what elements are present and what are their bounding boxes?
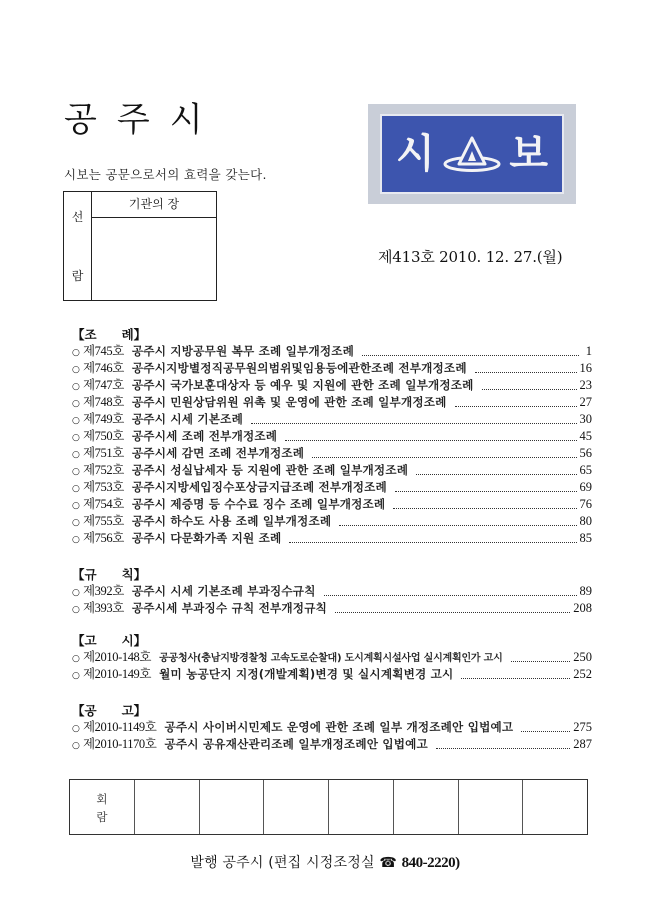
toc-item-number: 제393호 — [83, 601, 124, 615]
toc-item-title: 공주시 시세 기본조례 부과징수규칙 — [131, 584, 316, 598]
toc-item-page: 1 — [585, 344, 592, 358]
toc-item-title: 공주시세 부과징수 규칙 전부개정규칙 — [131, 601, 328, 615]
toc-item-title: 월미 농공단지 지정(개발계획)변경 및 실시계획변경 고시 — [159, 667, 454, 681]
leader-dots — [482, 380, 577, 390]
circulation-label-top: 회 — [96, 792, 108, 806]
toc-item[interactable] — [72, 666, 592, 683]
city-title: 공주시 — [64, 100, 223, 140]
toc-item[interactable] — [72, 445, 592, 462]
leader-dots — [339, 516, 576, 526]
toc-item-title: 공주시 국가보훈대상자 등 예우 및 지원에 관한 조례 일부개정조례 — [131, 378, 474, 392]
review-head-label: 기관의 장 — [92, 192, 216, 218]
toc-item[interactable] — [72, 462, 592, 479]
logo-char-right: 보 — [509, 131, 548, 177]
toc-item-number: 제2010-1149호 — [83, 720, 157, 734]
review-side-bottom: 람 — [71, 269, 84, 283]
toc-item-page: 252 — [573, 667, 592, 681]
bullet-icon: ○ — [72, 416, 80, 426]
toc-item-title: 공주시 하수도 사용 조례 일부개정조례 — [131, 514, 332, 528]
bullet-icon: ○ — [72, 671, 80, 681]
leader-dots — [416, 465, 576, 475]
toc-item-title: 공주시 지방공무원 복무 조례 일부개정조례 — [131, 344, 355, 358]
toc-item[interactable] — [72, 649, 592, 666]
phone-number: 840-2220) — [401, 855, 460, 871]
toc-item-page: 23 — [579, 378, 592, 392]
bullet-icon: ○ — [72, 365, 80, 375]
toc-item-number: 제749호 — [83, 412, 124, 426]
toc-item-number: 제745호 — [83, 344, 124, 358]
toc-item-number: 제2010-1170호 — [83, 737, 157, 751]
leader-dots — [285, 431, 576, 441]
toc-item-page: 65 — [579, 463, 592, 477]
leader-dots — [393, 499, 576, 509]
toc-item-page: 16 — [579, 361, 592, 375]
toc-item-page: 27 — [579, 395, 592, 409]
leader-dots — [289, 533, 576, 543]
toc-item-page: 85 — [579, 531, 592, 545]
toc-item-number: 제2010-149호 — [83, 667, 152, 681]
leader-dots — [436, 739, 570, 749]
toc-item-title: 공주시 시세 기본조례 — [131, 412, 243, 426]
toc-item[interactable] — [72, 377, 592, 394]
leader-dots — [312, 448, 576, 458]
toc-section-notices — [72, 632, 592, 683]
toc-item[interactable] — [72, 719, 592, 736]
bullet-icon: ○ — [72, 518, 80, 528]
toc-section-title: 【공 고】 — [72, 703, 147, 718]
tagline: 시보는 공문으로서의 효력을 갖는다. — [64, 167, 267, 182]
toc-item-page: 76 — [579, 497, 592, 511]
toc-item-number: 제755호 — [83, 514, 124, 528]
toc-item-page: 80 — [579, 514, 592, 528]
circulation-sign-cell[interactable] — [329, 780, 394, 834]
issue-number-date: 제413호 2010. 12. 27.(월) — [378, 248, 563, 266]
toc-item-title: 공주시 사이버시민제도 운영에 관한 조례 일부 개정조례안 입법예고 — [164, 720, 514, 734]
bullet-icon: ○ — [72, 450, 80, 460]
publisher-text: 발행 공주시 — [190, 855, 264, 871]
circulation-sign-cell[interactable] — [394, 780, 459, 834]
toc-item-number: 제2010-148호 — [83, 650, 152, 664]
toc-item[interactable] — [72, 600, 592, 617]
toc-item-page: 69 — [579, 480, 592, 494]
leader-dots — [362, 346, 579, 356]
toc-item-page: 30 — [579, 412, 592, 426]
toc-item-page: 250 — [573, 650, 592, 664]
circulation-table — [69, 779, 588, 835]
toc-item-number: 제748호 — [83, 395, 124, 409]
toc-section-title: 【규 칙】 — [72, 567, 147, 582]
toc-item[interactable] — [72, 496, 592, 513]
toc-item[interactable] — [72, 513, 592, 530]
bullet-icon: ○ — [72, 484, 80, 494]
toc-item[interactable] — [72, 394, 592, 411]
leader-dots — [455, 397, 577, 407]
toc-item-number: 제392호 — [83, 584, 124, 598]
leader-dots — [251, 414, 577, 424]
phone-icon: ☎ — [379, 855, 397, 871]
toc-item-page: 45 — [579, 429, 592, 443]
bullet-icon: ○ — [72, 588, 80, 598]
toc-item-title: 공주시지방세입징수포상금지급조례 전부개정조례 — [131, 480, 387, 494]
bullet-icon: ○ — [72, 654, 80, 664]
bullet-icon: ○ — [72, 535, 80, 545]
toc-item-title: 공주시 다문화가족 지원 조례 — [131, 531, 282, 545]
bullet-icon: ○ — [72, 741, 80, 751]
leader-dots — [335, 603, 570, 613]
bullet-icon: ○ — [72, 605, 80, 615]
bullet-icon: ○ — [72, 724, 80, 734]
toc-item-number: 제746호 — [83, 361, 124, 375]
review-side-label — [64, 192, 92, 300]
bullet-icon: ○ — [72, 382, 80, 392]
toc-item-page: 275 — [573, 720, 592, 734]
triangle-ripple-emblem-icon — [441, 134, 503, 174]
leader-dots — [475, 363, 577, 373]
toc-item-number: 제751호 — [83, 446, 124, 460]
toc-section-title: 【조 례】 — [72, 327, 147, 342]
toc-item-page: 287 — [573, 737, 592, 751]
leader-dots — [395, 482, 577, 492]
sibo-logo-panel — [380, 114, 564, 194]
bullet-icon: ○ — [72, 433, 80, 443]
toc-item-number: 제753호 — [83, 480, 124, 494]
bullet-icon: ○ — [72, 501, 80, 511]
toc-item-number: 제752호 — [83, 463, 124, 477]
circulation-sign-cell[interactable] — [264, 780, 329, 834]
toc-item-title: 공주시세 조례 전부개정조례 — [131, 429, 278, 443]
circulation-sign-cell[interactable] — [459, 780, 524, 834]
bullet-icon: ○ — [72, 348, 80, 358]
toc-item[interactable] — [72, 411, 592, 428]
circulation-sign-cell[interactable] — [523, 780, 587, 834]
leader-dots — [511, 652, 571, 662]
circulation-label-bottom: 람 — [96, 810, 108, 824]
toc-item-number: 제747호 — [83, 378, 124, 392]
leader-dots — [461, 669, 570, 679]
toc-item[interactable] — [72, 360, 592, 377]
circulation-label-cell — [70, 780, 135, 834]
toc-section-rules — [72, 566, 592, 617]
toc-item-page: 56 — [579, 446, 592, 460]
bullet-icon: ○ — [72, 399, 80, 409]
toc-item-title: 공주시 성실납세자 등 지원에 관한 조례 일부개정조례 — [131, 463, 409, 477]
toc-item-title: 공주시 제증명 등 수수료 징수 조례 일부개정조례 — [131, 497, 386, 511]
toc-item-number: 제750호 — [83, 429, 124, 443]
bullet-icon: ○ — [72, 467, 80, 477]
leader-dots — [521, 722, 570, 732]
toc-item-title: 공공청사(충남지방경찰청 고속도로순찰대) 도시계획시설사업 실시계획인가 고시 — [159, 653, 503, 664]
logo-char-left: 시 — [396, 131, 435, 177]
toc-item-title: 공주시 민원상담위원 위촉 및 운영에 관한 조례 일부개정조례 — [131, 395, 447, 409]
toc-item-number: 제756호 — [83, 531, 124, 545]
toc-section-ordinances — [72, 326, 592, 547]
toc-item[interactable] — [72, 583, 592, 600]
toc-section-title: 【고 시】 — [72, 633, 147, 648]
review-side-top: 선 — [71, 210, 84, 224]
toc-item-title: 공주시세 감면 조례 전부개정조례 — [131, 446, 305, 460]
circulation-sign-cell[interactable] — [135, 780, 200, 834]
toc-section-announcements — [72, 702, 592, 753]
editor-text: (편집 시정조정실 — [268, 855, 375, 871]
toc-item[interactable] — [72, 479, 592, 496]
toc-item-title: 공주시 공유재산관리조례 일부개정조례안 입법예고 — [164, 737, 428, 751]
toc-item-title: 공주시지방별정직공무원의범위및임용등에관한조례 전부개정조례 — [131, 361, 467, 375]
circulation-sign-cell[interactable] — [200, 780, 265, 834]
toc-item[interactable] — [72, 343, 592, 360]
leader-dots — [324, 586, 577, 596]
toc-item[interactable] — [72, 428, 592, 445]
toc-item-page: 208 — [573, 601, 592, 615]
toc-item-page: 89 — [579, 584, 592, 598]
publisher-footer — [0, 852, 650, 872]
sibo-logo — [368, 104, 576, 204]
review-signature-area — [92, 218, 216, 300]
toc-item[interactable] — [72, 530, 592, 547]
review-box — [63, 191, 217, 301]
toc-item[interactable] — [72, 736, 592, 753]
toc-item-number: 제754호 — [83, 497, 124, 511]
